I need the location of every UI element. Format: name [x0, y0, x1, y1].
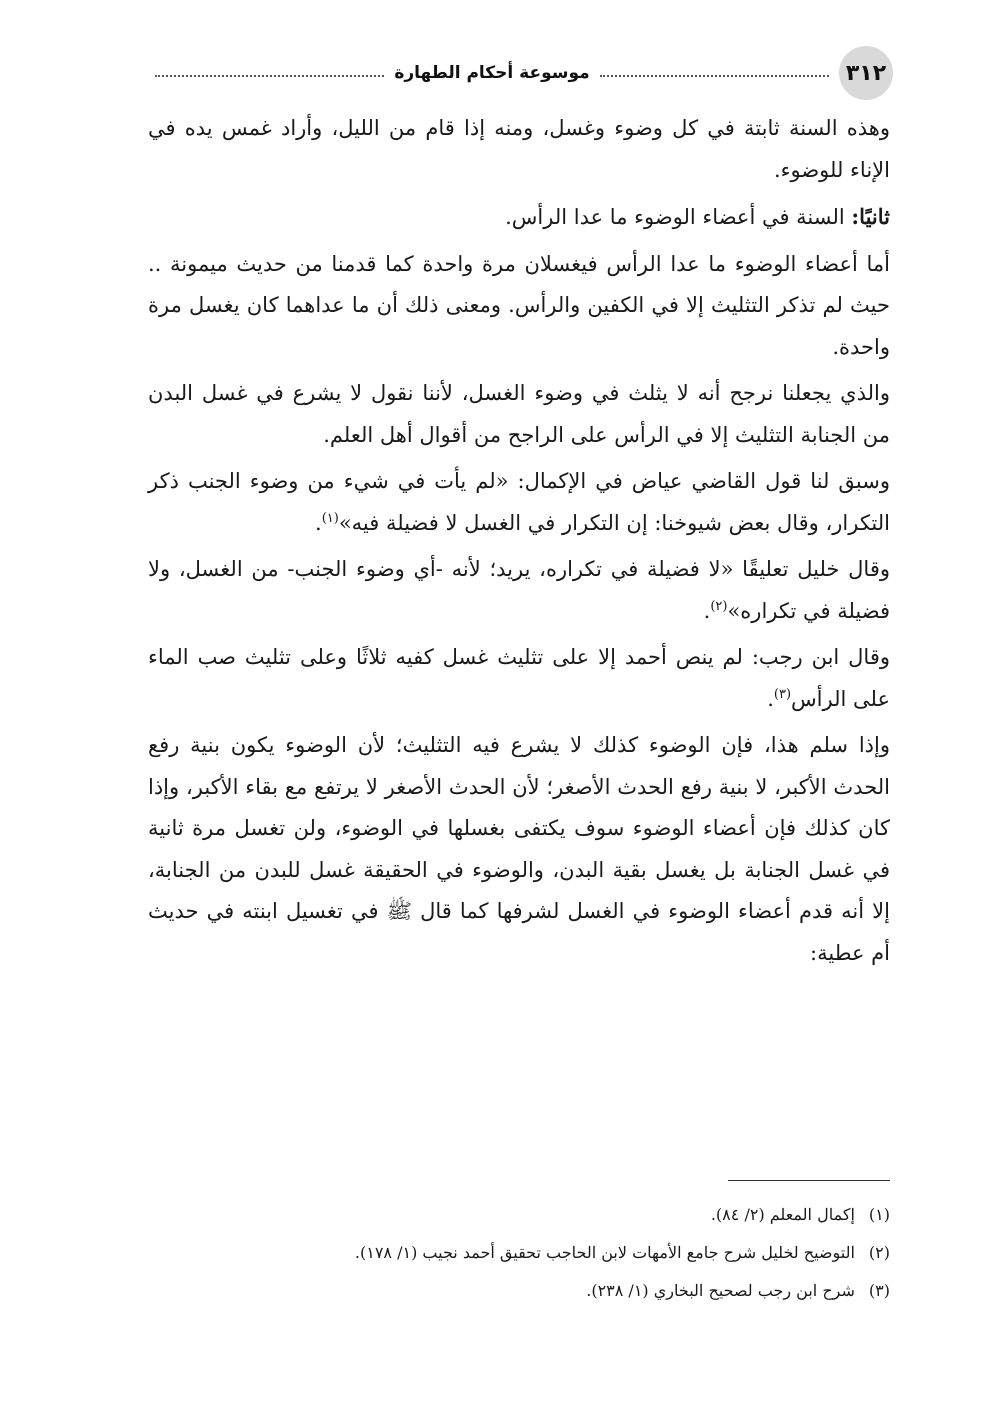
paragraph	[148, 108, 890, 191]
footnotes	[148, 1196, 890, 1310]
footnote-number: (١)	[868, 1205, 890, 1224]
footnote-item	[148, 1234, 890, 1272]
paragraph-text: وسبق لنا قول القاضي عياض في الإكمال: «لم يأت في شيء من وضوء الجنب ذكر التكرار، وقال بعض شيوخنا: إن التكرار في الغسل لا فضيلة فيه»	[148, 469, 890, 535]
paragraph-lead: ثانيًا:	[851, 204, 890, 229]
paragraph-text: أما أعضاء الوضوء ما عدا الرأس فيغسلان مرة واحدة كما قدمنا من حديث ميمونة .. حيث لم تذكر التثليث إلا في الكفين والرأس. ومعنى ذلك أن ما عداهما كان يغسل مرة واحدة.	[148, 251, 890, 359]
paragraph-text: وهذه السنة ثابتة في كل وضوء وغسل، ومنه إذا قام من الليل، وأراد غمس يده في الإناء للوضوء.	[148, 116, 890, 182]
footnote-marker: (٣)	[773, 686, 792, 702]
running-book-title: موسوعة أحكام الطهارة	[394, 63, 590, 83]
paragraph	[148, 373, 890, 456]
paragraph	[148, 549, 890, 632]
footnote-marker: (٢)	[710, 598, 728, 614]
paragraph	[148, 244, 890, 369]
footnote-number: (٢)	[868, 1243, 890, 1262]
footnote-separator	[728, 1180, 890, 1181]
paragraph	[148, 637, 890, 720]
header-dotted-leader-right	[600, 75, 829, 77]
paragraph-tail: .	[315, 510, 322, 535]
paragraph	[148, 725, 890, 974]
paragraph-tail: .	[767, 686, 774, 711]
paragraph-text: والذي يجعلنا نرجح أنه لا يثلث في وضوء الغسل، لأننا نقول لا يشرع في غسل البدن من الجنابة التثليث إلا في الرأس على الراجح من أقوال أهل العلم.	[148, 381, 890, 447]
main-text	[148, 108, 890, 979]
footnote-text: التوضيح لخليل شرح جامع الأمهات لابن الحاجب تحقيق أحمد نجيب (١/ ١٧٨).	[354, 1243, 855, 1262]
page-number-badge: ٣١٢	[839, 46, 893, 100]
footnote-text: إكمال المعلم (٢/ ٨٤).	[710, 1205, 855, 1224]
footnote-item	[148, 1272, 890, 1310]
footnote-marker: (١)	[321, 510, 339, 526]
footnote-number: (٣)	[868, 1281, 890, 1300]
paragraph-tail: .	[703, 598, 711, 623]
paragraph-text: السنة في أعضاء الوضوء ما عدا الرأس.	[505, 205, 852, 229]
paragraph-text: وقال ابن رجب: لم ينص أحمد إلا على تثليث غسل كفيه ثلاثًا وعلى تثليث صب الماء على الرأس	[148, 645, 890, 711]
paragraph	[148, 461, 890, 544]
paragraph-text: وقال خليل تعليقًا «لا فضيلة في تكراره، يريد؛ لأنه -أي وضوء الجنب- من الغسل، ولا فضيلة في تكراره»	[148, 557, 890, 623]
paragraph-text: وإذا سلم هذا، فإن الوضوء كذلك لا يشرع فيه التثليث؛ لأن الوضوء يكون بنية رفع الحدث الأكبر، لا بنية رفع الحدث الأصغر؛ لأن الحدث الأصغر لا يرتفع مع بقاء الأكبر، وإذا كان كذلك فإن أعضاء الوضوء سوف يكتفى بغسلها في الوضوء، ولن تغسل مرة ثانية في غسل الجنابة بل يغسل بقية البدن، والوضوء في الحقيقة غسل للبدن من الجنابة، إلا أنه قدم أعضاء الوضوء في الغسل لشرفها كما قال ﷺ في تغسيل ابنته في حديث أم عطية:	[148, 733, 890, 965]
header-dotted-leader-left	[155, 75, 384, 77]
footnote-item	[148, 1196, 890, 1234]
page-header	[145, 45, 893, 101]
paragraph	[148, 196, 890, 239]
footnote-text: شرح ابن رجب لصحيح البخاري (١/ ٢٣٨).	[586, 1281, 855, 1300]
